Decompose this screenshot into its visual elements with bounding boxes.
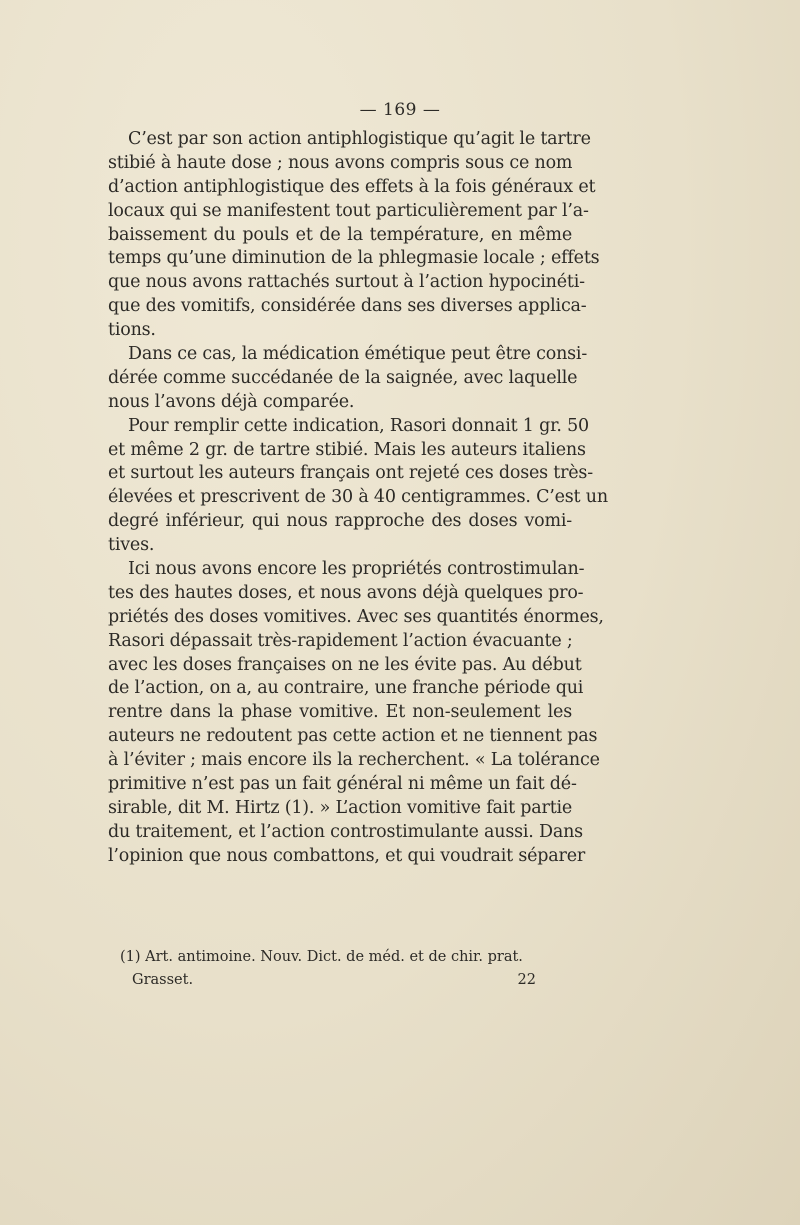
text-line: du traitement, et l’action controstimulante aussi. Dans <box>108 821 583 842</box>
text-line: avec les doses françaises on ne les évite pas. Au début <box>108 654 582 675</box>
footnote: (1) Art. antimoine. Nouv. Dict. de méd. et de chir. prat. <box>120 949 523 965</box>
signature-author: Grasset. <box>132 972 194 988</box>
text-line: sirable, dit M. Hirtz (1). » L’action vomitive fait partie <box>108 797 573 818</box>
text-line: rentre dans la phase vomitive. Et non-seulement les <box>108 702 572 723</box>
body-text <box>108 128 608 869</box>
text-line: auteurs ne redoutent pas cette action et ne tiennent pas <box>108 726 598 747</box>
signature-mark: 22 <box>517 972 536 988</box>
text-line: Rasori dépassait très-rapidement l’action évacuante ; <box>108 630 573 651</box>
text-line: tives. <box>108 535 155 556</box>
text-line: de l’action, on a, au contraire, une franche période qui <box>108 678 584 699</box>
text-line: à l’éviter ; mais encore ils la recherchent. « La tolérance <box>108 750 600 771</box>
text-line: stibié à haute dose ; nous avons compris sous ce nom <box>108 152 573 173</box>
text-line: d’action antiphlogistique des effets à la fois généraux et <box>108 176 596 197</box>
text-line: et même 2 gr. de tartre stibié. Mais les auteurs italiens <box>108 439 586 460</box>
text-line: tions. <box>108 320 156 341</box>
text-line: primitive n’est pas un fait général ni même un fait dé- <box>108 774 577 795</box>
text-line: Pour remplir cette indication, Rasori donnait 1 gr. 50 <box>128 415 589 436</box>
footnotes <box>120 946 540 968</box>
text-line: temps qu’une diminution de la phlegmasie locale ; effets <box>108 248 600 269</box>
text-line: degré inférieur, qui nous rapproche des doses vomi- <box>108 511 572 532</box>
signature-row <box>132 969 536 991</box>
text-line: Ici nous avons encore les propriétés controstimulan- <box>128 559 585 580</box>
text-line: Dans ce cas, la médication émétique peut être consi- <box>128 344 588 365</box>
page-number: — 169 — <box>359 100 441 120</box>
text-line: élevées et prescrivent de 30 à 40 centigrammes. C’est un <box>108 487 608 508</box>
text-line: nous l’avons déjà comparée. <box>108 391 355 412</box>
text-line: et surtout les auteurs français ont rejeté ces doses très- <box>108 463 593 484</box>
text-line: que nous avons rattachés surtout à l’action hypocinéti- <box>108 272 585 293</box>
text-line: que des vomitifs, considérée dans ses diverses applica- <box>108 296 587 317</box>
text-line: C’est par son action antiphlogistique qu’agit le tartre <box>128 129 591 149</box>
text-line: locaux qui se manifestent tout particulièrement par l’a- <box>108 200 589 221</box>
text-line: priétés des doses vomitives. Avec ses quantités énormes, <box>108 606 604 627</box>
text-line: l’opinion que nous combattons, et qui voudrait séparer <box>108 845 586 866</box>
text-line: tes des hautes doses, et nous avons déjà quelques pro- <box>108 582 584 603</box>
text-line: dérée comme succédanée de la saignée, avec laquelle <box>108 367 578 388</box>
text-line: baissement du pouls et de la température, en même <box>108 224 572 245</box>
